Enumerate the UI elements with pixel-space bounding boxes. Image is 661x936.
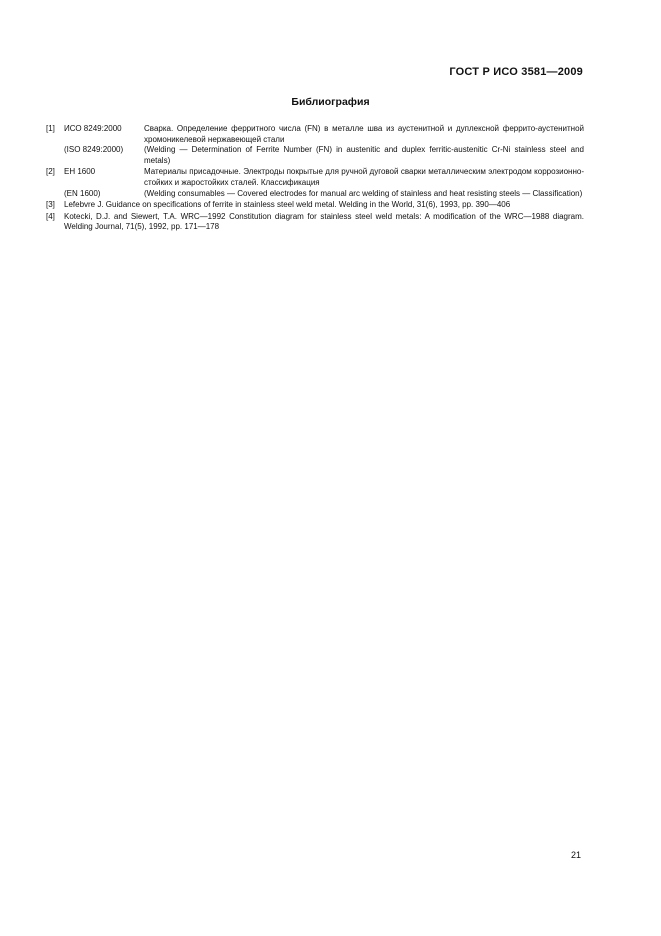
entry-number: [4] (46, 211, 55, 221)
entry-alt-reference: (EN 1600) (64, 188, 101, 198)
entry-text: Lefebvre J. Guidance on specifications of ferrite in stainless steel weld metal. Welding in the World, 31(6), 1993, pp. 390—406 (64, 200, 511, 210)
page-number: 21 (570, 850, 581, 860)
entry-reference: ИСО 8249:2000 (64, 124, 122, 133)
document-code: ГОСТ Р ИСО 3581—2009 (449, 66, 583, 78)
entry-number: [1] (46, 124, 55, 133)
bibliography-title: Библиография (291, 96, 370, 108)
bibliography-entry-3 (46, 200, 584, 211)
bibliography-entry-2 (46, 167, 584, 199)
entry-number: [3] (46, 200, 55, 210)
entry-text: Материалы присадочные. Электроды покрытые для ручной дуговой сварки металлическим электродом коррозионно-стойких и жаростойких сталей. Классификация (144, 167, 584, 187)
entry-alt-text: (Welding — Determination of Ferrite Number (FN) in austenitic and duplex ferritic-austenitic Cr-Ni stainless steel and metals) (144, 145, 584, 165)
bibliography-list (46, 124, 584, 234)
entry-text: Сварка. Определение ферритного числа (FN) в металле шва из аустенитной и дуплексной феррито-аустенитной хромоникелевой нержавеющей стали (144, 124, 584, 144)
bibliography-entry-4 (46, 212, 584, 233)
entry-number: [2] (46, 167, 55, 177)
entry-text: Kotecki, D.J. and Siewert, T.A. WRC—1992 Constitution diagram for stainless steel weld metals: A modification of the WRC—1988 diagram. Welding Journal, 71(5), 1992, pp. 171—178 (64, 211, 584, 232)
bibliography-entry-1 (46, 124, 584, 166)
entry-reference: ЕН 1600 (64, 167, 96, 177)
entry-alt-text: (Welding consumables — Covered electrodes for manual arc welding of stainless and heat resisting steels — Classification) (144, 188, 583, 198)
entry-alt-reference: (ISO 8249:2000) (64, 145, 124, 155)
